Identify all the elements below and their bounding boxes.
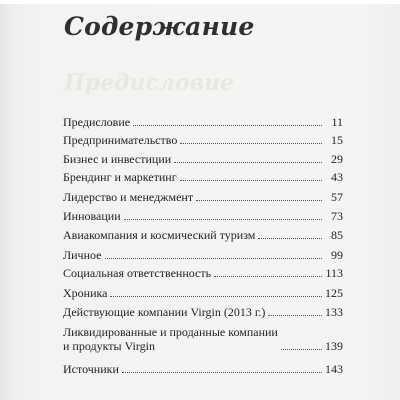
toc-page-number: 139	[325, 339, 343, 353]
toc-leader-dots	[122, 372, 322, 373]
toc-leader-dots	[180, 143, 322, 144]
toc-entry[interactable]	[63, 133, 343, 147]
toc-entry[interactable]	[63, 286, 343, 300]
toc-entry[interactable]	[63, 170, 343, 184]
toc-page-number: 133	[325, 305, 343, 319]
toc-leader-dots	[214, 276, 322, 277]
toc-entry-title-line2: и продукты Virgin	[63, 339, 155, 353]
toc-page-number: 99	[331, 248, 343, 262]
toc-entry-title: Брендинг и маркетинг	[63, 170, 177, 184]
toc-entry-title: Инновации	[63, 209, 121, 223]
toc-leader-dots	[105, 258, 323, 259]
toc-entry-title: Авиакомпания и космический туризм	[63, 228, 256, 242]
toc-leader-dots	[180, 180, 322, 181]
toc-leader-dots	[268, 315, 322, 316]
toc-entry-title: Лидерство и менеджмент	[63, 190, 194, 204]
toc-entry-title: Бизнес и инвестиции	[63, 152, 172, 166]
toc-page-number: 85	[331, 228, 343, 242]
toc-entry[interactable]	[63, 362, 343, 376]
toc-page-number: 57	[331, 190, 343, 204]
toc-page-number: 125	[325, 286, 343, 300]
toc-page-number: 113	[325, 266, 343, 280]
toc-entry-title: Источники	[63, 362, 119, 376]
page-top-edge	[0, 0, 400, 4]
toc-page-number: 143	[325, 362, 343, 376]
toc-entry[interactable]	[63, 152, 343, 166]
toc-entry[interactable]	[63, 115, 343, 129]
toc-page-number: 15	[331, 133, 343, 147]
toc-entry-title: Хроника	[63, 286, 108, 300]
toc-entry-title	[63, 325, 281, 353]
show-through-heading: Предисловие	[64, 70, 235, 96]
toc-page-number: 43	[331, 170, 343, 184]
toc-page-number: 73	[331, 209, 343, 223]
toc-leader-dots	[174, 162, 322, 163]
toc-entry[interactable]	[63, 228, 343, 242]
toc-leader-dots	[124, 219, 322, 220]
toc-leader-dots	[133, 125, 322, 126]
page-title: Содержание	[64, 12, 255, 41]
toc-entry[interactable]	[63, 325, 343, 353]
toc-page-number: 29	[331, 152, 343, 166]
toc-entry-title: Предисловие	[63, 115, 131, 129]
toc-leader-dots	[196, 200, 322, 201]
toc-entry[interactable]	[63, 248, 343, 262]
toc-entry-title: Действующие компании Virgin (2013 г.)	[63, 305, 266, 319]
toc-page-number: 11	[331, 115, 343, 129]
toc-entry[interactable]	[63, 266, 343, 280]
toc-entry-title: Социальная ответственность	[63, 266, 212, 280]
toc-entry[interactable]	[63, 209, 343, 223]
toc-leader-dots	[110, 296, 322, 297]
toc-leader-dots	[281, 349, 322, 350]
toc-entry[interactable]	[63, 190, 343, 204]
toc-entry-title-line1: Ликвидированные и проданные компании	[63, 325, 278, 339]
toc-entry-title: Личное	[63, 248, 102, 262]
toc-leader-dots	[258, 238, 322, 239]
toc-entry[interactable]	[63, 305, 343, 319]
toc-entry-title: Предпринимательство	[63, 133, 178, 147]
